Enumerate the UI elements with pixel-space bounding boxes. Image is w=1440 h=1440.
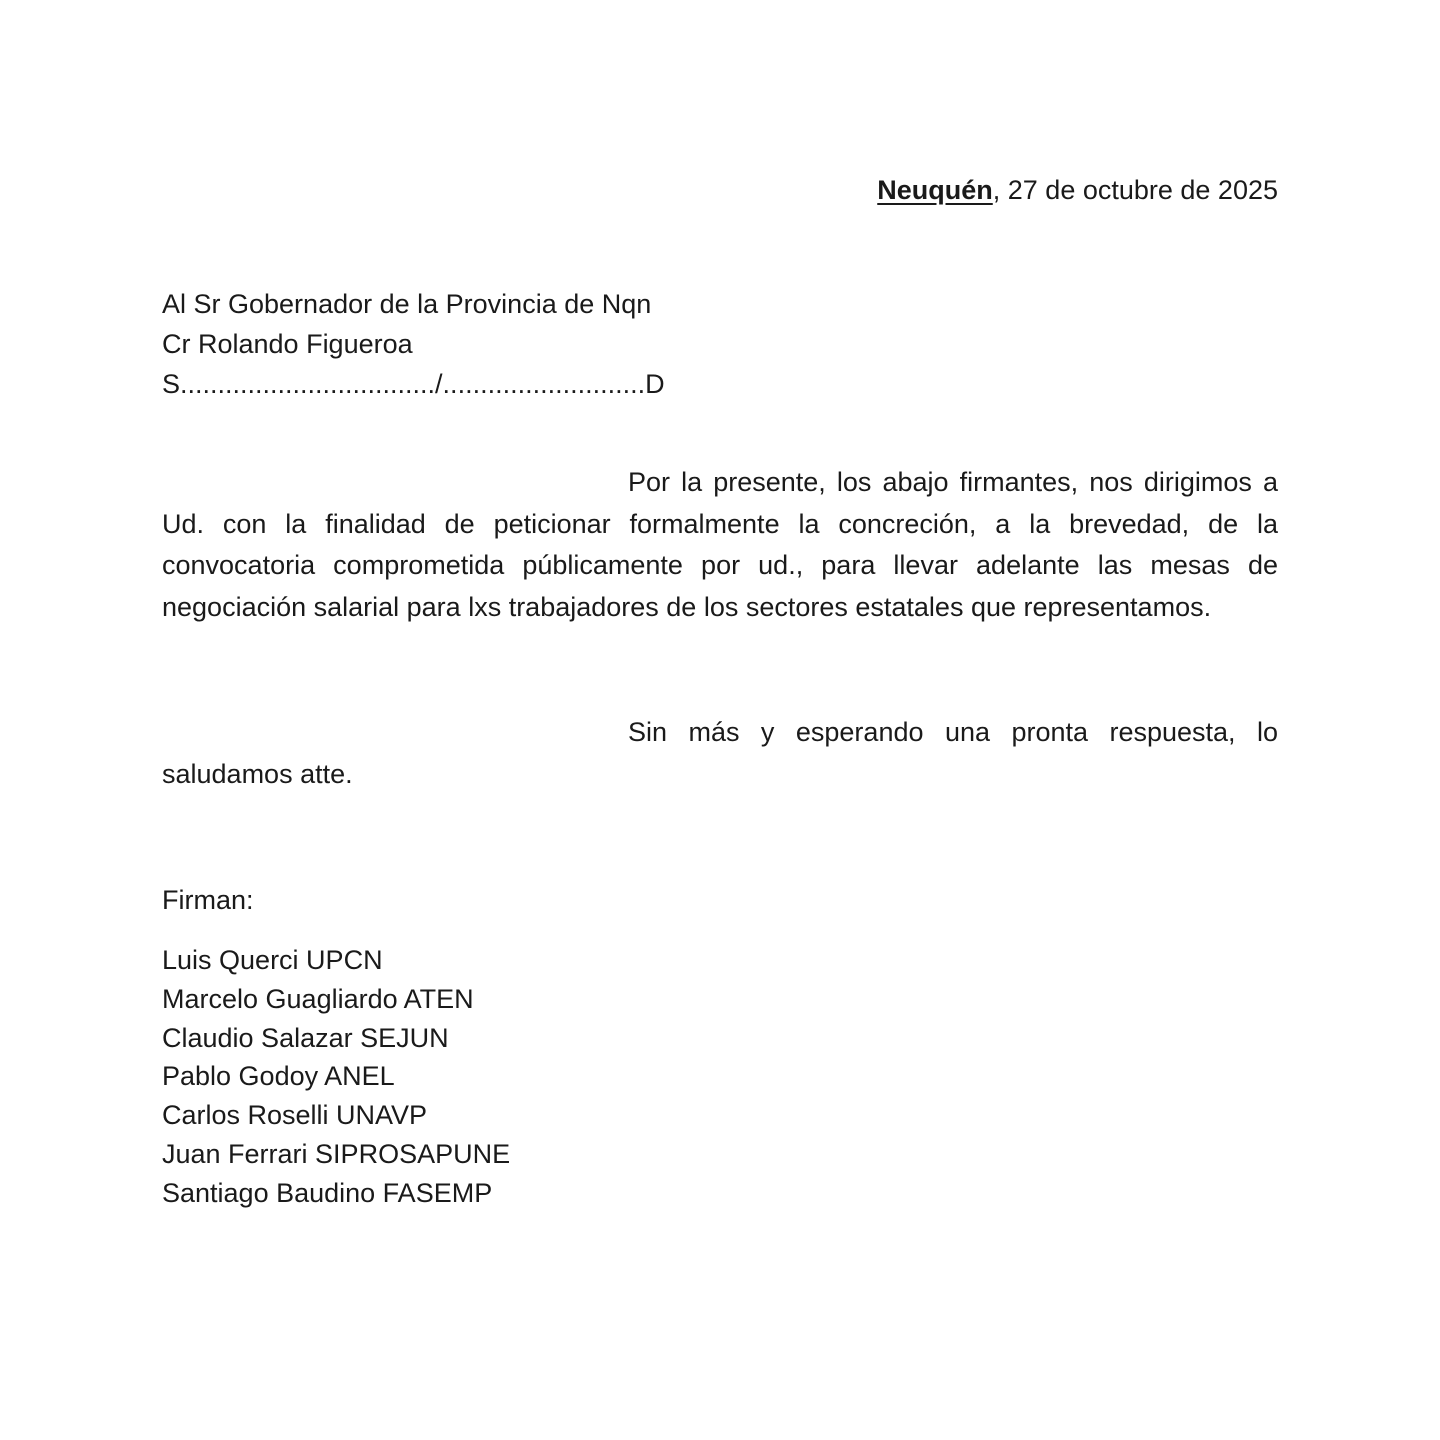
signatory: Claudio Salazar SEJUN	[162, 1022, 449, 1053]
signatories-list	[162, 941, 510, 1213]
signatory: Carlos Roselli UNAVP	[162, 1100, 428, 1131]
signatures-label: Firman:	[162, 885, 254, 915]
date-text: , 27 de octubre de 2025	[992, 175, 1278, 205]
signatory: Luis Querci UPCN	[162, 945, 383, 975]
recipient-block	[162, 284, 665, 404]
date-line	[877, 170, 1278, 210]
recipient-name: Cr Rolando Figueroa	[162, 329, 413, 359]
recipient-sd-line: S................................../...........................D	[162, 369, 665, 399]
signatory: Pablo Godoy ANEL	[162, 1061, 395, 1092]
recipient-title: Al Sr Gobernador de la Provincia de Nqn	[162, 289, 652, 319]
signatory: Santiago Baudino FASEMP	[162, 1177, 493, 1208]
date-city: Neuquén	[877, 175, 993, 205]
body-paragraph-1: Por la presente, los abajo firmantes, nos dirigimos a Ud. con la finalidad de peticionar formalmente la concreción, a la brevedad, de la convocatoria comprometida públicamente por ud., para llevar adelante las mesas de negociación salarial para lxs trabajadores de los sectores estatales que representamos.	[162, 467, 1278, 622]
signatory: Marcelo Guagliardo ATEN	[162, 983, 474, 1014]
signatory: Juan Ferrari SIPROSAPUNE	[162, 1138, 511, 1169]
body-paragraph-2: Sin más y esperando una pronta respuesta, lo saludamos atte.	[162, 717, 1278, 789]
